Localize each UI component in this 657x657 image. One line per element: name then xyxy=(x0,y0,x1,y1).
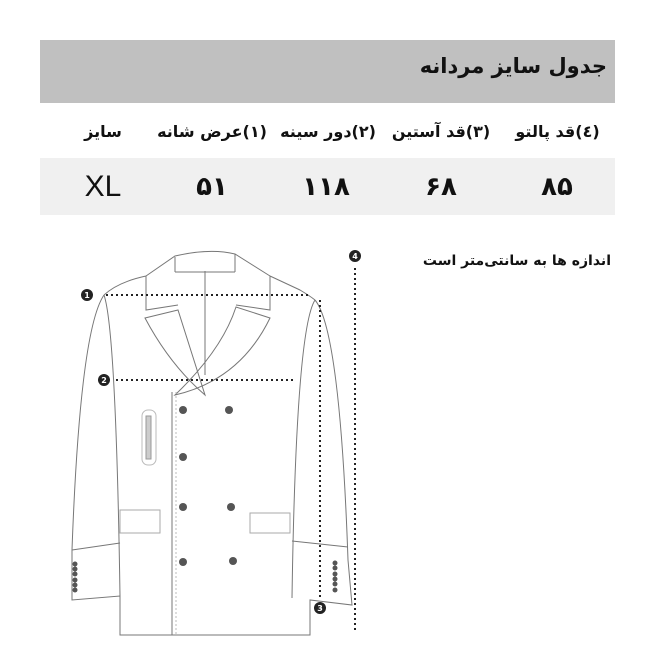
svg-text:1: 1 xyxy=(84,291,90,300)
header-coat-length: (٤)قد پالتو xyxy=(515,121,600,141)
header-size: سایز xyxy=(84,121,122,141)
svg-text:4: 4 xyxy=(352,252,358,261)
svg-text:2: 2 xyxy=(101,376,107,385)
unit-note: اندازه ها به سانتی‌متر است xyxy=(422,253,611,269)
value-chest: ۱۱۸ xyxy=(302,171,350,202)
page-title: جدول سایز مردانه xyxy=(419,54,607,78)
marker-2-icon xyxy=(98,374,110,386)
buttons-icon xyxy=(73,406,338,593)
svg-text:3: 3 xyxy=(317,604,323,613)
header-chest: (۲)دور سینه xyxy=(280,121,376,141)
value-shoulder-width: ۵۱ xyxy=(196,171,228,202)
marker-4-icon xyxy=(349,250,361,262)
value-size: XL xyxy=(84,169,122,203)
value-coat-length: ۸۵ xyxy=(541,171,573,202)
header-sleeve-length: (۳)قد آستین xyxy=(391,121,491,141)
header-shoulder-width: (۱)عرض شانه xyxy=(157,121,267,141)
marker-3-icon xyxy=(314,602,326,614)
value-sleeve-length: ۶۸ xyxy=(425,171,457,202)
marker-1-icon xyxy=(81,289,93,301)
